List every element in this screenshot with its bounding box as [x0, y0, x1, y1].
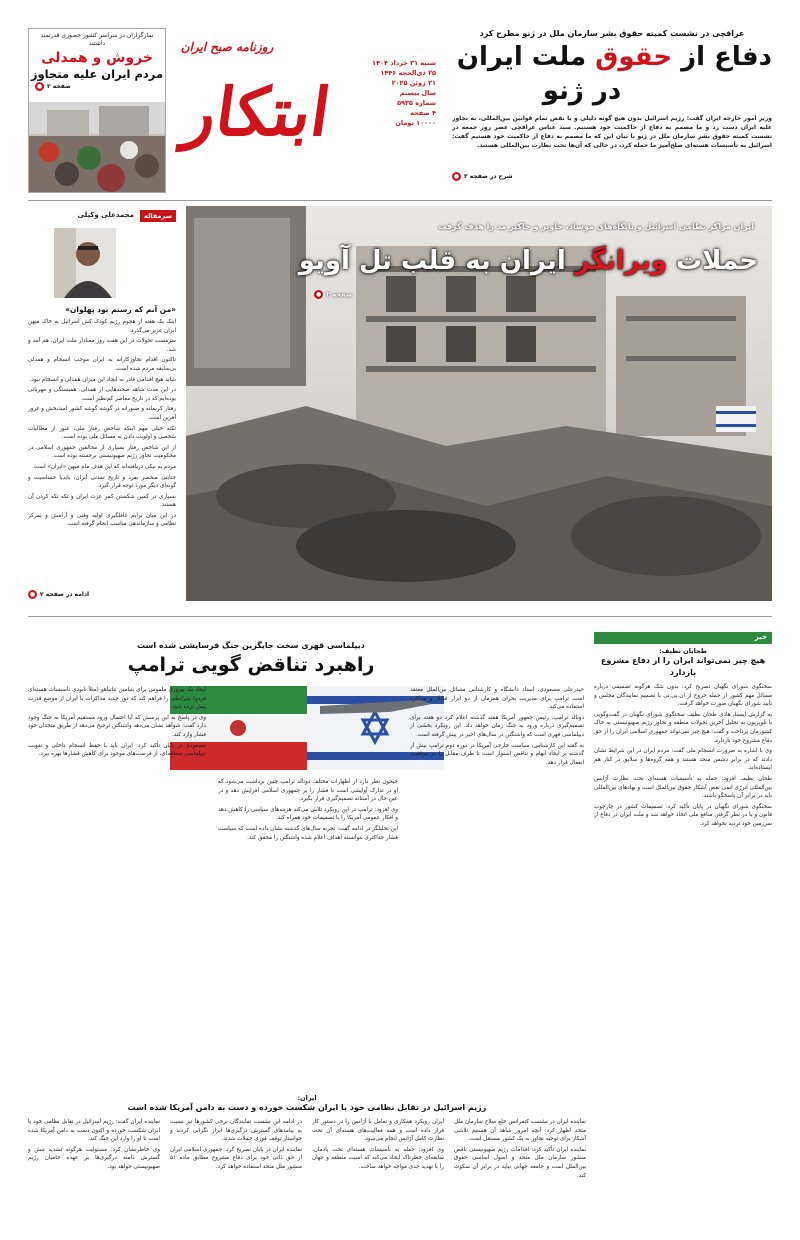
issue-year: سال بیستم	[399, 89, 436, 97]
column-paragraph: بسیاری در کمین شکستن کمر عزت ایران و تکه تکه کردن آن هستند.	[28, 493, 176, 509]
trump-paragraph: دونالد ترامپ، رئیس جمهور آمریکا هفته گذشته اعلام کرد دو هفته برای تصمیم‌گیری درباره ورود به جنگ زمان خواهد داد. این رویکرد بخشی از دیپلماسی قهری است که واشنگتن در سال‌های اخیر در پیش گرفته است.	[410, 714, 584, 738]
news-label-bar	[594, 632, 772, 644]
bottom-col	[312, 1118, 444, 1214]
column-paragraph: در این میان برایم غافلگیری اولیه وقتی و آرامش و تمرکز نظامی و سازماندهی مناسب انجام گرفته است.	[28, 512, 176, 528]
masthead-details	[356, 58, 436, 128]
price: ۱۰۰۰۰ تومان	[395, 119, 436, 127]
column-tag: سرمقاله	[140, 210, 176, 222]
trump-story	[28, 640, 584, 1080]
bottom-title: رژیم اسرائیل در تقابل نظامی خود با ایران شکست خورده و دست به دامن آمریکا شده است	[127, 1103, 487, 1112]
page-count: ۴ صفحه	[410, 109, 436, 117]
lead-headline	[452, 40, 772, 74]
lead-more-text: شرح در صفحه ۲	[464, 173, 513, 180]
page-badge-icon: ●	[29, 591, 36, 598]
author-photo	[54, 228, 116, 298]
trump-paragraph: حیدرعلی مسعودی، استاد دانشگاه و کارشناس مسائل بین‌الملل معتقد است ترامپ برای مدیریت بحران همزمان از دو ابزار فشار و مذاکره استفاده می‌کند.	[410, 687, 584, 711]
bottom-paragraph: وی خاطرنشان کرد: مسئولیت هرگونه تشدید تنش و گسترش دامنه درگیری‌ها بر عهده حامیان رژیم صهیونیستی خواهد بود.	[28, 1146, 160, 1170]
column-paragraph: اینک یک هفته از هجوم رژیم کودک کش اسرائیل به خاک میهن ایران عزیز می‌گذرد.	[28, 319, 176, 334]
trump-paragraph: وی افزود: ترامپ در این رویکرد تلاش می‌کند هزینه‌های سیاسی را کاهش دهد و افکار عمومی آمریکا را با تصمیمات خود همراه کند.	[218, 806, 398, 822]
page-badge-icon: ●	[453, 173, 460, 180]
photo-page-ref	[314, 290, 352, 299]
date-hijri: ۲۵ ذی‌الحجه ۱۴۴۶	[380, 69, 436, 77]
bottom-story	[28, 1094, 586, 1214]
editorial-column	[28, 206, 176, 610]
column-paragraph: تاکنون اقدام تجاوزکارانه به ایران موجب انسجام و همدلی بی‌سابقه مردم شده است.	[28, 357, 176, 372]
top-left-title-red: خروش و همدلی	[41, 50, 153, 66]
bottom-paragraph: ایران رویکرد همکاری و تعامل با آژانس را در دستور کار قرار داده است و همه فعالیت‌های هسته‌ای آن تحت نظارت کامل آژانس انجام می‌شود.	[312, 1119, 444, 1143]
news-paragraph: وی با اشاره به ضرورت انسجام ملی گفت: مردم ایران در این شرایط نشان دادند که در برابر دشمن متحد هستند و همه گروه‌ها و سلایق در کنار هم ایستاده‌اند.	[594, 748, 772, 772]
trump-paragraph: ایجاد یک پیروزی ملموس برای بنیامین نتانیاهو (مثلاً نابودی تأسیسات هسته‌ای فردو) شرایطی را فراهم کند که دور جدید مذاکرات با ایران از موضع قدرت پیش برده شود.	[28, 687, 206, 711]
photo-kicker: ایران مراکز نظامی اسرائیل و پایگاه‌های موساد، خاویر و حاکیر مد را هدف گرفت	[438, 222, 754, 231]
trump-paragraph: وی در پاسخ به این پرسش که آیا احتمال ورود مستقیم آمریکا به جنگ وجود دارد گفت: شواهد نشان می‌دهد واشنگتن ترجیح می‌دهد از طریق متحدان خود فشار وارد کند.	[28, 714, 206, 738]
column-paragraph: نکته خیلی مهم اینکه شاخص رفتار ملی، عبور از مطالبات شخصی و اولویت دادن به مسائل ملی بوده است.	[28, 425, 176, 441]
lead-title-red: حقوق	[595, 42, 673, 72]
photo-headline-a: حملات	[675, 246, 758, 276]
top-left-box	[28, 28, 166, 193]
crowd-photo	[29, 102, 165, 192]
top-left-kicker: نمازگزاران در سراسر کشور حضوری قدرتمند داشتند	[40, 32, 154, 47]
news-paragraph: سخنگوی شورای نگهبان تصریح کرد: بدون شک هرگونه تصمیمی درباره مسائل مهم کشور از جمله خروج از ان.پی.تی با تصمیم نمایندگان مجلس و تأیید شورای نگهبان صورت خواهد گرفت.	[594, 684, 772, 708]
trump-paragraph: جیحون نظر دارد از اظهارات مختلف دونالد ترامپ چنین برداشت می‌شود که او در تدارک آوایشی است تا فشار را بر جمهوری اسلامی افزایش دهد و در عین حال در آستانه تصمیم‌گیری قرار بگیرد.	[218, 779, 398, 803]
issue-number: شماره ۵۹۳۵	[397, 99, 436, 107]
masthead-slogan: روزنامه صبح ایران	[180, 40, 274, 54]
flags-fighter-photo	[170, 686, 444, 770]
bottom-paragraph: نماینده ایران در نشست کنفرانس خلع سلاح سازمان ملل متحد اظهار کرد: آنچه امروز شاهد آن هستیم تلاشی آشکار برای توجیه تجاوز به یک کشور مستقل است.	[454, 1119, 586, 1143]
bottom-paragraph: نماینده ایران گفت: رژیم اسرائیل در تقابل نظامی خود با ایران شکست خورده و اکنون دست به دامن آمریکا شده است تا او را وارد این جنگ کند.	[28, 1119, 160, 1143]
photo-page-ref-text: صفحه ۲	[326, 290, 352, 299]
divider	[28, 616, 772, 617]
lead-title-b: ملت ایران	[456, 42, 587, 72]
column-paragraph: سرمست تحولات در این هفت روز معنادار ملت ایران، هم آمد و شد.	[28, 338, 176, 353]
column-title: «من آنم که رستم بود پهلوان»	[65, 305, 176, 314]
trump-paragraph: مسعودی در پایان تأکید کرد: ایران باید با حفظ انسجام داخلی و تقویت دیپلماسی منطقه‌ای، از فرصت‌های موجود برای کاهش فشارها بهره ببرد.	[28, 742, 206, 758]
main-photo	[186, 206, 772, 601]
divider	[28, 200, 772, 201]
column-paragraph: در این مدت شاهد صحنه‌هایی از همدلی، همبستگی و مهربانی بوده‌ایم که در تاریخ معاصر کم‌نظیر است.	[28, 387, 176, 402]
photo-headline-b: ایران به قلب تل آویو	[298, 246, 566, 276]
column-header	[28, 206, 176, 226]
news-paragraph: طحان نظیف افزود: حمله به تأسیسات هسته‌ای تحت نظارت آژانس بین‌المللی انرژی اتمی نقض آشکار حقوق بین‌الملل است و نهادهای بین‌المللی باید در برابر آن پاسخگو باشند.	[594, 775, 772, 800]
trump-paragraph: این تحلیلگر در ادامه گفت: تجربه سال‌های گذشته نشان داده است که سیاست فشار حداکثری نتوانسته اهداف اعلام شده واشنگتن را محقق کند.	[218, 825, 398, 841]
bottom-paragraph: نماینده ایران در پایان تصریح کرد: جمهوری اسلامی ایران از حق ذاتی خود برای دفاع مشروع مطابق ماده ۵۱ منشور ملل متحد استفاده خواهد کرد.	[170, 1146, 302, 1170]
bottom-paragraph: در ادامه این نشست نمایندگان برخی کشورها نیز نسبت به پیامدهای گسترش درگیری‌ها ابراز نگرانی کردند و خواستار توقف فوری حملات شدند.	[170, 1119, 302, 1143]
column-paragraph: جنایتی منحصر بفرد و تاریخ تمدنی ایران، بایدبا حساسیت و گونه‌ای دیگر مورد توجه قرار گیرد.	[28, 474, 176, 490]
column-body	[28, 318, 176, 588]
lead-title-c: در ژنو	[542, 76, 622, 106]
column-author: محمدعلی وکیلی	[77, 211, 134, 219]
top-left-ref	[29, 82, 165, 91]
page-badge-icon: ●	[36, 83, 43, 90]
news-kicker: ظحایان نظیف:	[659, 647, 707, 655]
date-shamsi: شنبه ۳۱ خرداد ۱۴۰۴	[372, 59, 436, 67]
masthead-logo: ابتکار	[178, 73, 336, 151]
top-left-title: مردم ایران علیه متجاوز	[30, 67, 164, 81]
bottom-kicker: ایران:	[297, 1094, 317, 1102]
top-left-page-ref: صفحه ۲	[47, 83, 71, 90]
bottom-col	[28, 1118, 160, 1214]
photo-headline	[299, 246, 758, 276]
bottom-col	[454, 1118, 586, 1214]
trump-columns	[28, 687, 584, 1078]
trump-col	[28, 686, 206, 1076]
column-more	[28, 590, 176, 599]
lead-story	[452, 28, 772, 193]
date-gregorian: ۲۱ ژوئن ۲۰۲۵	[391, 79, 436, 87]
column-paragraph: از این شاخص رفتار بسیاری از مخالفین جمهوری اسلامی در محکومیت تجاوز رژیم صهیونیستی برجسته بوده است.	[28, 444, 176, 460]
column-more-text: ادامه در صفحه ۲	[40, 591, 90, 598]
trump-col	[410, 686, 584, 1076]
masthead	[172, 28, 440, 198]
column-paragraph: رفتار کریمانه و صبورانه در گوشه گوشه کشور امیدبخش و غرور آفرین است.	[28, 406, 176, 421]
news-label: خبر	[754, 633, 767, 641]
column-paragraph: شاید هیچ اقدامی قادر به ایجاد این میزان همدلی و انسجام نبود.	[29, 376, 176, 383]
bottom-col	[170, 1118, 302, 1214]
trump-title: راهبرد تناقض گویی ترامپ	[127, 654, 375, 676]
column-paragraph: مردم به نیکی دریافته‌اند که این هدف مام میهن «ایران» است.	[32, 463, 176, 470]
bottom-paragraph: وی افزود: حمله به تأسیسات هسته‌ای تحت پادمان، سابقه‌ای خطرناک ایجاد می‌کند که امنیت منطقه و جهان را با تهدید جدی مواجه خواهد ساخت.	[312, 1146, 444, 1170]
lead-kicker: عراقچی در نشست کمیته حقوق بشر سازمان ملل در ژنو مطرح کرد	[479, 29, 745, 38]
news-column	[594, 632, 772, 1090]
page-badge-icon: ●	[316, 291, 322, 298]
bottom-paragraph: نماینده ایران تأکید کرد: اقدامات رژیم صهیونیستی ناقض منشور سازمان ملل متحد و اصول اساسی حقوق بین‌الملل است و جامعه جهانی نباید در برابر آن سکوت کند.	[454, 1146, 586, 1179]
photo-headline-red: ویرانگر	[574, 246, 667, 276]
news-body	[594, 683, 772, 1103]
trump-col	[218, 778, 398, 1078]
trump-paragraph: به گفته این کارشناس، سیاست خارجی آمریکا در دوره دوم ترامپ بیش از گذشته بر ایجاد ابهام و تناقض استوار است تا طرف مقابل را در موقعیت انفعال قرار دهد.	[410, 742, 584, 766]
news-paragraph: به گزارش ایسنا، هادی طحان نظیف سخنگوی شورای نگهبان در گفت‌وگویی با تلویزیون به تحلیل آخرین تحولات منطقه و تجاوز رژیم صهیونیستی به خاک کشورمان پرداخت و گفت: هیچ چیز نمی‌تواند جمهوری اسلامی ایران را از حق دفاع مشروع خود بازدارد.	[594, 711, 772, 744]
news-paragraph: سخنگوی شورای نگهبان در پایان تأکید کرد: تصمیمات کشور در چارچوب قانون و با در نظر گرفتن منافع ملی اتخاذ خواهد شد و ملت ایران در دفاع از سرزمین خود تردید نخواهد کرد.	[594, 803, 772, 827]
lead-more	[452, 172, 772, 181]
lead-title-a: دفاع از	[681, 42, 772, 72]
lead-body: وزیر امور خارجه ایران گفت: رژیم اسرائیل بدون هیچ گونه دلیلی و با نقض تمام قوانین بین‌المللی، به تجاوز علیه ایران دست زد و ما مصمم به دفاع از حاکمیت خود هستیم. سید عباس عراقچی عصر روز جمعه در نشست کمیته حقوق بشر سازمان ملل در ژنو با بیان این که ما مصمم به دفاع از حاکمیت خود هستیم گفت: اسرائیل به تأسیسات هسته‌ای صلح‌آمیز ما حمله کرد، در حالی که آن‌ها تحت نظارت بین‌المللی هستند.	[452, 115, 772, 149]
bottom-columns	[28, 1118, 586, 1214]
trump-kicker: دیپلماسی قهری سخت جایگزین جنگ فرسایشی شده است	[137, 641, 365, 650]
news-title: هیچ چیز نمی‌تواند ایران را از دفاع مشروع بازدارد	[600, 656, 766, 677]
